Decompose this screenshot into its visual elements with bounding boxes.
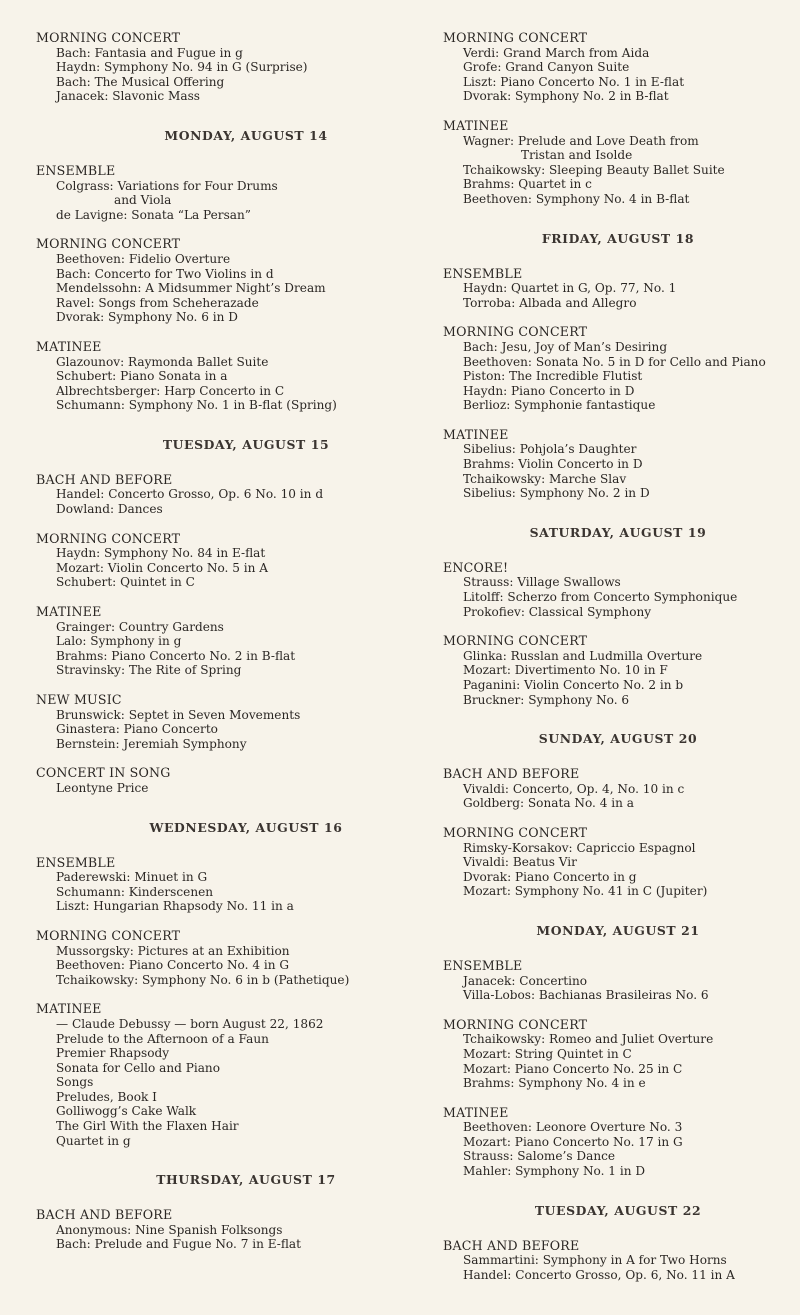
section-title: MATINEE [36,604,102,620]
program-item: Songs [56,1075,94,1090]
section-title: MORNING CONCERT [36,30,181,45]
section-title: MATINEE [36,1001,102,1017]
program-item: Schubert: Quintet in C [56,575,195,590]
program-item: Beethoven: Leonore Overture No. 3 [463,1120,683,1135]
program-item: Handel: Concerto Grosso, Op. 6 No. 10 in d [56,487,324,502]
program-section [443,634,793,707]
day-heading-monday-august-21: MONDAY, AUGUST 21 [536,922,700,938]
day-heading-tuesday-august-22: TUESDAY, AUGUST 22 [534,1202,702,1218]
program-item: Haydn: Symphony No. 94 in G (Surprise) [56,60,308,75]
program-item: Mahler: Symphony No. 1 in D [463,1164,646,1179]
program-item: Verdi: Grand March from Aida [463,45,650,60]
program-item: Mozart: Violin Concerto No. 5 in A [56,560,268,575]
section-title: MATINEE [443,117,509,133]
program-item: Strauss: Salome’s Dance [463,1149,616,1164]
program-item: Vivaldi: Beatus Vir [463,855,577,870]
program-section [36,340,416,413]
program-section [36,164,416,222]
program-item: Wagner: Prelude and Love Death from [463,133,699,148]
program-section [443,1018,793,1091]
program-item: Prelude to the Afternoon of a Faun [56,1031,269,1046]
program-item: Berlioz: Symphonie fantastique [463,398,656,413]
program-item: Grainger: Country Gardens [56,619,224,634]
program-item: Bruckner: Symphony No. 6 [463,692,630,707]
section-title: NEW MUSIC [36,692,122,707]
program-section [443,31,793,104]
program-section [36,929,416,987]
program-item: Premier Rhapsody [56,1046,170,1061]
program-section [443,119,793,207]
program-item: Mozart: String Quintet in C [463,1046,632,1061]
program-item: Dvorak: Symphony No. 2 in B-flat [463,89,669,104]
program-item: Preludes, Book I [56,1089,157,1104]
program-item: Schumann: Kinderscenen [56,884,214,899]
section-title: MATINEE [443,1104,509,1120]
program-item: Beethoven: Fidelio Overture [56,251,231,266]
section-title: BACH AND BEFORE [36,471,173,487]
program-item: Janacek: Concertino [463,973,588,988]
section-title: MORNING CONCERT [36,236,181,252]
program-item: — Claude Debussy — born August 22, 1862 [56,1016,324,1031]
day-heading-tuesday-august-15: TUESDAY, AUGUST 15 [162,436,330,452]
section-title: MORNING CONCERT [443,1016,588,1032]
program-item: Beethoven: Sonata No. 5 in D for Cello and Piano [463,354,766,369]
section-title: BACH AND BEFORE [443,766,580,782]
program-item: Brahms: Quartet in c [463,177,592,192]
program-item-continuation: and Viola [114,193,172,208]
program-item: Leontyne Price [56,780,149,795]
section-title: CONCERT IN SONG [36,765,171,781]
program-section [36,693,416,751]
program-item: Anonymous: Nine Spanish Folksongs [56,1222,283,1237]
program-item: Sammartini: Symphony in A for Two Horns [463,1253,727,1268]
program-section [443,267,793,311]
day-heading-sunday-august-20: SUNDAY, AUGUST 20 [538,731,698,747]
program-item: Glinka: Russlan and Ludmilla Overture [463,648,703,663]
program-item: Haydn: Piano Concerto in D [463,383,635,398]
program-item: Mozart: Piano Concerto No. 25 in C [463,1061,683,1076]
program-item: Haydn: Symphony No. 84 in E-flat [56,546,266,561]
program-section [36,766,416,795]
program-item: Paganini: Violin Concerto No. 2 in b [463,678,684,692]
program-item: Villa-Lobos: Bachianas Brasileiras No. 6 [463,988,709,1003]
program-item: Mozart: Piano Concerto No. 17 in G [463,1134,683,1149]
program-item: Brunswick: Septet in Seven Movements [56,707,301,722]
program-section [36,1002,416,1148]
day-heading-monday-august-14: MONDAY, AUGUST 14 [164,127,328,143]
program-item: Bernstein: Jeremiah Symphony [56,736,247,751]
program-section [36,1208,416,1252]
program-item: Ginastera: Piano Concerto [56,722,218,737]
program-item: Piston: The Incredible Flutist [463,369,643,384]
program-item: Bach: Jesu, Joy of Man’s Desiring [463,339,668,354]
program-item: Paderewski: Minuet in G [56,870,208,885]
program-item: Haydn: Quartet in G, Op. 77, No. 1 [463,281,677,296]
program-item: Liszt: Hungarian Rhapsody No. 11 in a [56,899,294,914]
section-title: ENSEMBLE [36,854,116,870]
program-item: Quartet in g [56,1133,131,1148]
program-item: Tchaikowsky: Symphony No. 6 in b (Pathetique) [56,972,350,987]
section-title: MORNING CONCERT [36,530,181,546]
program-section [36,532,416,590]
program-item: Brahms: Violin Concerto in D [463,457,643,472]
section-title: MORNING CONCERT [443,30,588,45]
program-item: Colgrass: Variations for Four Drums [56,178,278,193]
program-item: Schumann: Symphony No. 1 in B-flat (Spring) [56,398,337,413]
program-item: Beethoven: Symphony No. 4 in B-flat [463,191,690,206]
day-heading-wednesday-august-16: WEDNESDAY, AUGUST 16 [149,819,343,835]
program-item: Mozart: Divertimento No. 10 in F [463,663,668,678]
program-item: Brahms: Piano Concerto No. 2 in B-flat [56,648,296,663]
program-item: Vivaldi: Concerto, Op. 4, No. 10 in c [463,781,685,796]
section-title: MORNING CONCERT [443,633,588,649]
program-item: Mussorgsky: Pictures at an Exhibition [56,943,290,958]
section-title: ENSEMBLE [36,162,116,178]
section-title: ENSEMBLE [443,265,523,281]
program-item: Grofe: Grand Canyon Suite [463,60,630,75]
program-item: Tchaikowsky: Sleeping Beauty Ballet Suite [463,162,725,177]
program-section [36,856,416,914]
program-item: Tchaikowsky: Romeo and Juliet Overture [463,1032,714,1047]
program-item: Handel: Concerto Grosso, Op. 6, No. 11 in A [463,1267,735,1282]
program-item: Brahms: Symphony No. 4 in e [463,1076,646,1091]
program-section [443,428,793,501]
program-item [443,148,793,163]
program-item: Bach: Prelude and Fugue No. 7 in E-flat [56,1237,302,1252]
section-title: MORNING CONCERT [443,824,588,840]
program-section [443,1239,793,1283]
section-title: ENSEMBLE [443,957,523,973]
program-item: Litolff: Scherzo from Concerto Symphonique [463,590,738,605]
right-column [443,31,793,1297]
section-title: MATINEE [36,338,102,354]
program-item: Mozart: Symphony No. 41 in C (Jupiter) [463,884,708,899]
section-title: BACH AND BEFORE [36,1207,173,1223]
section-title: MORNING CONCERT [443,324,588,340]
section-title: MATINEE [443,426,509,442]
program-item: Bach: Fantasia and Fugue in g [56,45,243,60]
day-heading-friday-august-18: FRIDAY, AUGUST 18 [541,230,695,246]
program-section [443,1106,793,1179]
program-item: Golliwogg’s Cake Walk [56,1104,197,1119]
program-item: Tchaikowsky: Marche Slav [463,471,627,486]
program-item: de Lavigne: Sonata “La Persan” [56,207,251,222]
section-title: BACH AND BEFORE [443,1237,580,1253]
day-heading-thursday-august-17: THURSDAY, AUGUST 17 [156,1172,336,1188]
program-item: Dvorak: Symphony No. 6 in D [56,310,238,325]
program-item: Janacek: Slavonic Mass [56,89,200,104]
program-section [443,826,793,899]
program-item: Sibelius: Symphony No. 2 in D [463,486,650,501]
program-item: Torroba: Albada and Allegro [463,295,637,310]
program-item: Prokofiev: Classical Symphony [463,604,652,619]
program-item: Ravel: Songs from Scheherazade [56,295,259,310]
program-item: Liszt: Piano Concerto No. 1 in E-flat [463,74,685,89]
program-item [36,193,416,208]
program-section [36,31,416,104]
program-item: Goldberg: Sonata No. 4 in a [463,796,634,811]
day-heading-saturday-august-19: SATURDAY, AUGUST 19 [529,524,707,540]
program-item: Sibelius: Pohjola’s Daughter [463,442,637,457]
section-title: MORNING CONCERT [36,927,181,943]
program-item: The Girl With the Flaxen Hair [56,1119,239,1134]
program-item: Sonata for Cello and Piano [56,1060,221,1075]
program-section [36,473,416,517]
program-item: Beethoven: Piano Concerto No. 4 in G [56,958,290,973]
program-item: Albrechtsberger: Harp Concerto in C [56,383,285,398]
left-column [36,31,416,1267]
program-item-continuation: Tristan and Isolde [521,148,633,163]
program-item: Mendelssohn: A Midsummer Night’s Dream [56,281,326,296]
program-section [443,325,793,413]
program-item: Bach: The Musical Offering [56,74,225,89]
program-item: Bach: Concerto for Two Violins in d [56,266,274,281]
program-item: Glazounov: Raymonda Ballet Suite [56,354,269,369]
section-title: ENCORE! [443,559,509,575]
program-section [443,767,793,811]
program-section [443,561,793,619]
program-item: Lalo: Symphony in g [56,634,182,649]
program-item: Schubert: Piano Sonata in a [56,369,228,384]
program-section [443,959,793,1003]
program-item: Stravinsky: The Rite of Spring [56,663,242,678]
program-item: Dowland: Dances [56,502,163,517]
program-section [36,237,416,325]
program-item: Rimsky-Korsakov: Capriccio Espagnol [463,840,696,855]
program-section [36,605,416,678]
program-item: Dvorak: Piano Concerto in g [463,869,637,884]
program-item: Strauss: Village Swallows [463,575,621,590]
